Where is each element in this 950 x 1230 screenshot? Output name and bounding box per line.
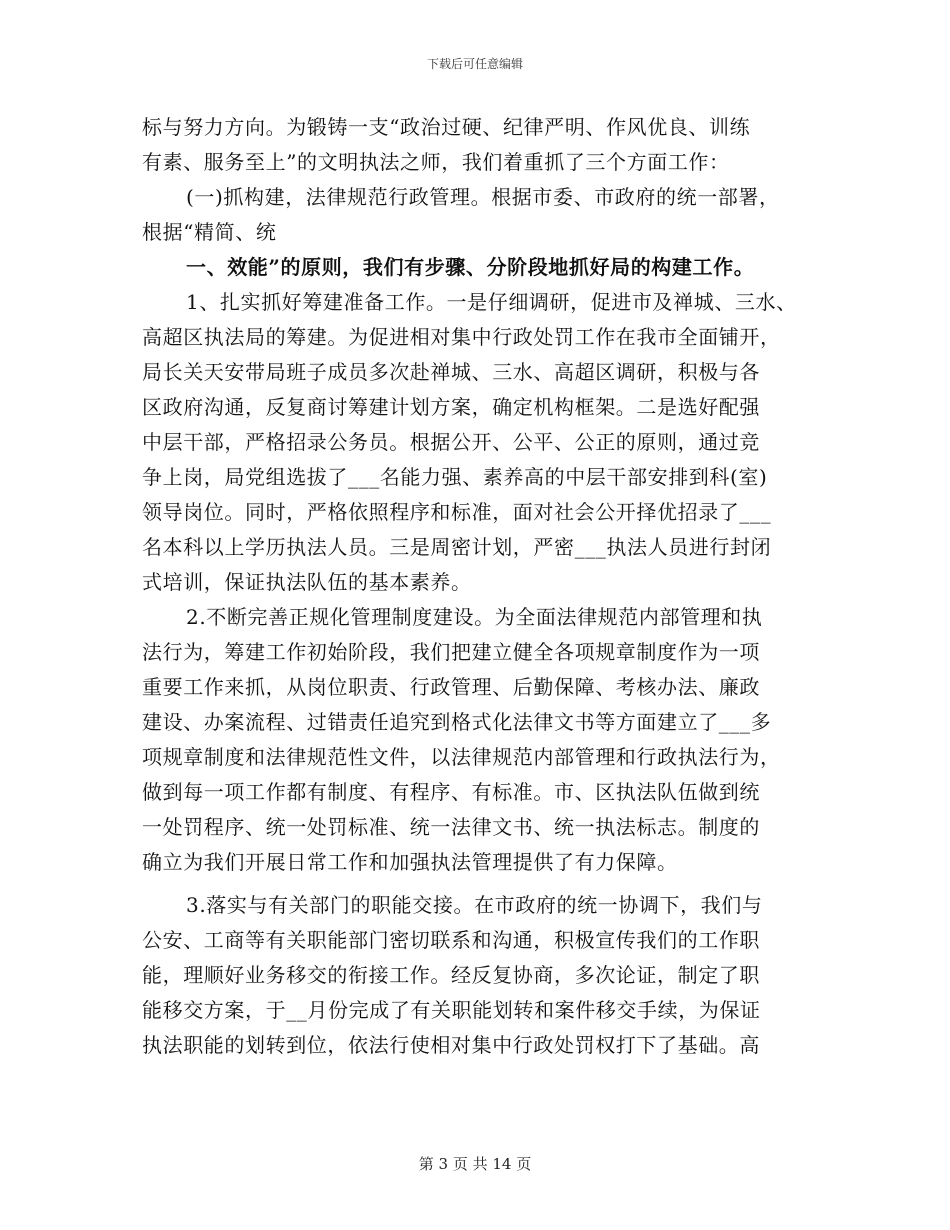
text-line: 能，理顺好业务移交的衔接工作。经反复协商，多次论证，制定了职	[142, 963, 760, 987]
paragraph-start: 1、扎实抓好筹建准备工作。一是仔细调研，促进市及禅城、三水、	[186, 290, 797, 314]
text-line: 确立为我们开展日常工作和加强执法管理提供了有力保障。	[142, 850, 678, 874]
text-line: 局长关天安带局班子成员多次赴禅城、三水、高超区调研，积极与各	[142, 360, 760, 384]
text-line: 法行为，筹建工作初始阶段，我们把建立健全各项规章制度作为一项	[142, 640, 760, 664]
text-line: 公安、工商等有关职能部门密切联系和沟通，积极宣传我们的工作职	[142, 928, 760, 952]
text-line: 能移交方案，于__月份完成了有关职能划转和案件移交手续，为保证	[142, 998, 761, 1022]
text-line: 式培训，保证执法队伍的基本素养。	[142, 570, 472, 594]
paragraph-gap	[142, 880, 822, 888]
text-line: 重要工作来抓，从岗位职责、行政管理、后勤保障、考核办法、廉政	[142, 675, 760, 699]
text-line: 执法职能的划转到位，依法行使相对集中行政处罚权打下了基础。高	[142, 1033, 760, 1057]
text-line: 做到每一项工作都有制度、有程序、有标准。市、区执法队伍做到统	[142, 780, 760, 804]
text-line: 中层干部，严格招录公务员。根据公开、公平、公正的原则，通过竞	[142, 430, 760, 454]
section-heading: 一、效能”的原则，我们有步骤、分阶段地抓好局的构建工作。	[186, 255, 755, 279]
text-line: 项规章制度和法律规范性文件，以法律规范内部管理和行政执法行为，	[142, 745, 781, 769]
text-line: 一处罚程序、统一处罚标准、统一法律文书、统一执法标志。制度的	[142, 815, 760, 839]
page-number: 第 3 页 共 14 页	[418, 1155, 532, 1173]
text-line: 争上岗，局党组选拔了___名能力强、素养高的中层干部安排到科(室)	[142, 465, 768, 489]
text-line: 根据“精简、统	[142, 220, 277, 244]
document-body	[142, 110, 822, 1063]
text-line: 标与努力方向。为锻铸一支“政治过硬、纪律严明、作风优良、训练	[142, 115, 751, 139]
text-line: 建设、办案流程、过错责任追究到格式化法律文书等方面建立了___多	[142, 710, 772, 734]
text-line: 领导岗位。同时，严格依照程序和标准，面对社会公开择优招录了___	[142, 500, 772, 524]
text-line: 区政府沟通，反复商讨筹建计划方案，确定机构框架。二是选好配强	[142, 395, 760, 419]
paragraph-start: (一)抓构建，法律规范行政管理。根据市委、市政府的统一部署，	[186, 185, 780, 209]
paragraph-start: 2.不断完善正规化管理制度建设。为全面法律规范内部管理和执	[186, 605, 763, 629]
paragraph-start: 3.落实与有关部门的职能交接。在市政府的统一协调下，我们与	[186, 893, 763, 917]
text-line: 名本科以上学历执法人员。三是周密计划，严密___执法人员进行封闭	[142, 535, 772, 559]
page-header-note: 下载后可任意编辑	[426, 57, 523, 71]
text-line: 有素、服务至上”的文明执法之师，我们着重抓了三个方面工作：	[142, 150, 730, 174]
text-line: 高超区执法局的筹建。为促进相对集中行政处罚工作在我市全面铺开，	[142, 325, 781, 349]
